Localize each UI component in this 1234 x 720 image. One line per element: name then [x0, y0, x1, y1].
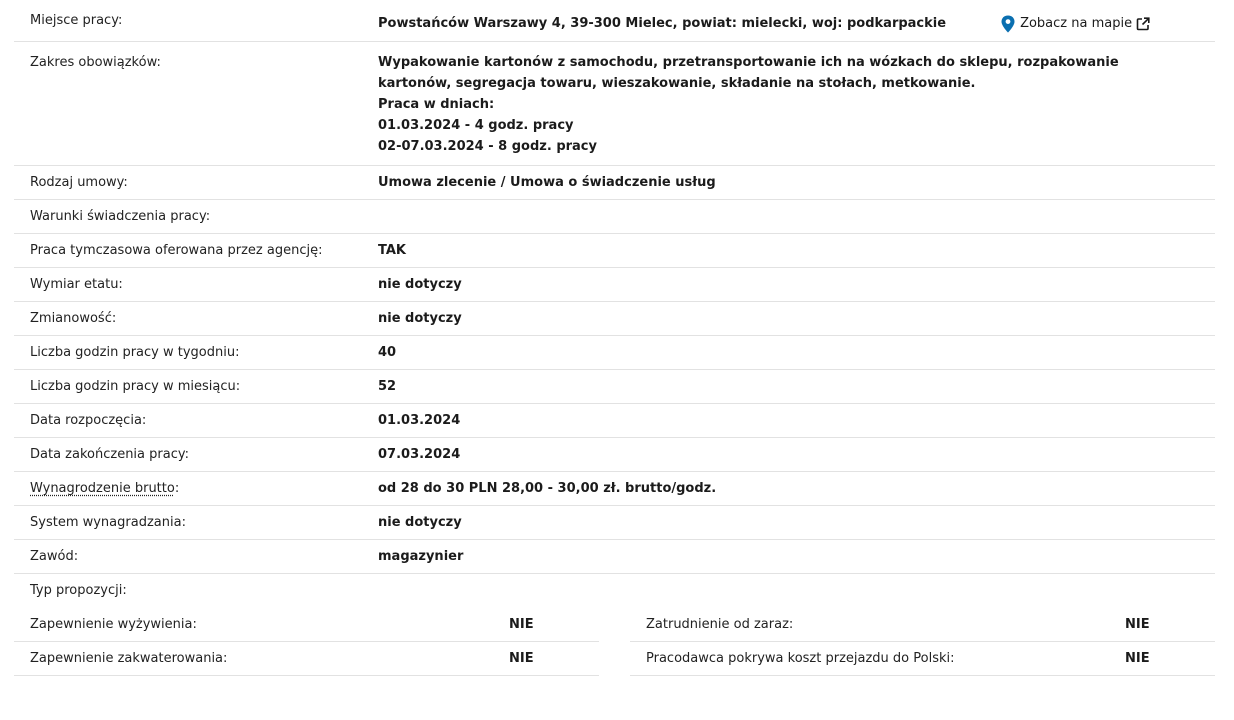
offer-item-travel [630, 642, 1215, 676]
conditions-label: Warunki świadczenia pracy: [30, 208, 211, 224]
duties-line: Wypakowanie kartonów z samochodu, przetransportowanie ich na wózkach do sklepu, rozpakowanie kartonów, segregacja towaru, wieszakowanie, składanie na stołach, metkowanie. [378, 55, 1119, 91]
map-pin-icon [1000, 15, 1016, 33]
occupation-value: magazynier [378, 548, 464, 564]
temp-work-label: Praca tymczasowa oferowana przez agencję: [30, 242, 323, 258]
duties-line: Praca w dniach: [378, 97, 495, 112]
row-start-date [14, 404, 1215, 438]
hours-month-value: 52 [378, 378, 397, 394]
duties-line: 02-07.03.2024 - 8 godz. pracy [378, 139, 597, 154]
job-offer-details [14, 0, 1215, 676]
row-pay-system [14, 506, 1215, 540]
row-hours-month [14, 370, 1215, 404]
duties-label: Zakres obowiązków: [30, 55, 161, 70]
offer-travel-label: Pracodawca pokrywa koszt przejazdu do Polski: [646, 650, 955, 666]
offer-item-accommodation [14, 642, 599, 676]
start-date-value: 01.03.2024 [378, 412, 461, 428]
row-offer-type [14, 574, 1215, 608]
offer-type-grid [14, 608, 1215, 676]
offer-item-food [14, 608, 599, 642]
pay-system-label: System wynagradzania: [30, 514, 186, 530]
start-date-label: Data rozpoczęcia: [30, 412, 147, 428]
hours-week-value: 40 [378, 344, 397, 360]
map-link[interactable] [1000, 13, 1150, 34]
row-contract [14, 166, 1215, 200]
offer-immediate-label: Zatrudnienie od zaraz: [646, 616, 794, 632]
location-address: Powstańców Warszawy 4, 39-300 Mielec, powiat: mielecki, woj: podkarpackie [378, 16, 947, 31]
hours-week-label: Liczba godzin pracy w tygodniu: [30, 344, 240, 360]
duties-value [378, 52, 1215, 157]
occupation-label: Zawód: [30, 548, 79, 564]
end-date-label: Data zakończenia pracy: [30, 446, 189, 462]
offer-accommodation-label: Zapewnienie zakwaterowania: [30, 650, 228, 666]
row-location [14, 0, 1215, 42]
shifts-label: Zmianowość: [30, 310, 117, 326]
temp-work-value: TAK [378, 242, 406, 258]
map-link-label[interactable]: Zobacz na mapie [1020, 16, 1133, 31]
contract-label: Rodzaj umowy: [30, 174, 128, 190]
contract-value: Umowa zlecenie / Umowa o świadczenie usług [378, 174, 716, 190]
offer-col-right [630, 608, 1215, 676]
fte-value: nie dotyczy [378, 276, 462, 292]
salary-label-colon: : [174, 480, 180, 496]
row-salary [14, 472, 1215, 506]
salary-value: od 28 do 30 PLN 28,00 - 30,00 zł. brutto/godz. [378, 480, 717, 496]
salary-label-abbr[interactable]: Wynagrodzenie brutto [30, 480, 175, 496]
offer-travel-value: NIE [1125, 650, 1150, 666]
row-shifts [14, 302, 1215, 336]
row-occupation [14, 540, 1215, 574]
location-label: Miejsce pracy: [30, 13, 123, 28]
shifts-value: nie dotyczy [378, 310, 462, 326]
offer-item-immediate [630, 608, 1215, 642]
offer-immediate-value: NIE [1125, 616, 1150, 632]
row-temp-work [14, 234, 1215, 268]
hours-month-label: Liczba godzin pracy w miesiącu: [30, 378, 241, 394]
salary-label [14, 480, 378, 498]
row-hours-week [14, 336, 1215, 370]
offer-accommodation-value: NIE [509, 650, 534, 666]
external-link-icon [1136, 17, 1150, 31]
end-date-value: 07.03.2024 [378, 446, 461, 462]
duties-line: 01.03.2024 - 4 godz. pracy [378, 118, 574, 133]
row-end-date [14, 438, 1215, 472]
row-conditions [14, 200, 1215, 234]
offer-food-value: NIE [509, 616, 534, 632]
offer-food-label: Zapewnienie wyżywienia: [30, 616, 197, 632]
row-duties [14, 42, 1215, 166]
row-fte [14, 268, 1215, 302]
fte-label: Wymiar etatu: [30, 276, 123, 292]
offer-col-left [14, 608, 599, 676]
pay-system-value: nie dotyczy [378, 514, 462, 530]
offer-type-label: Typ propozycji: [30, 583, 127, 598]
location-value [378, 13, 1215, 34]
